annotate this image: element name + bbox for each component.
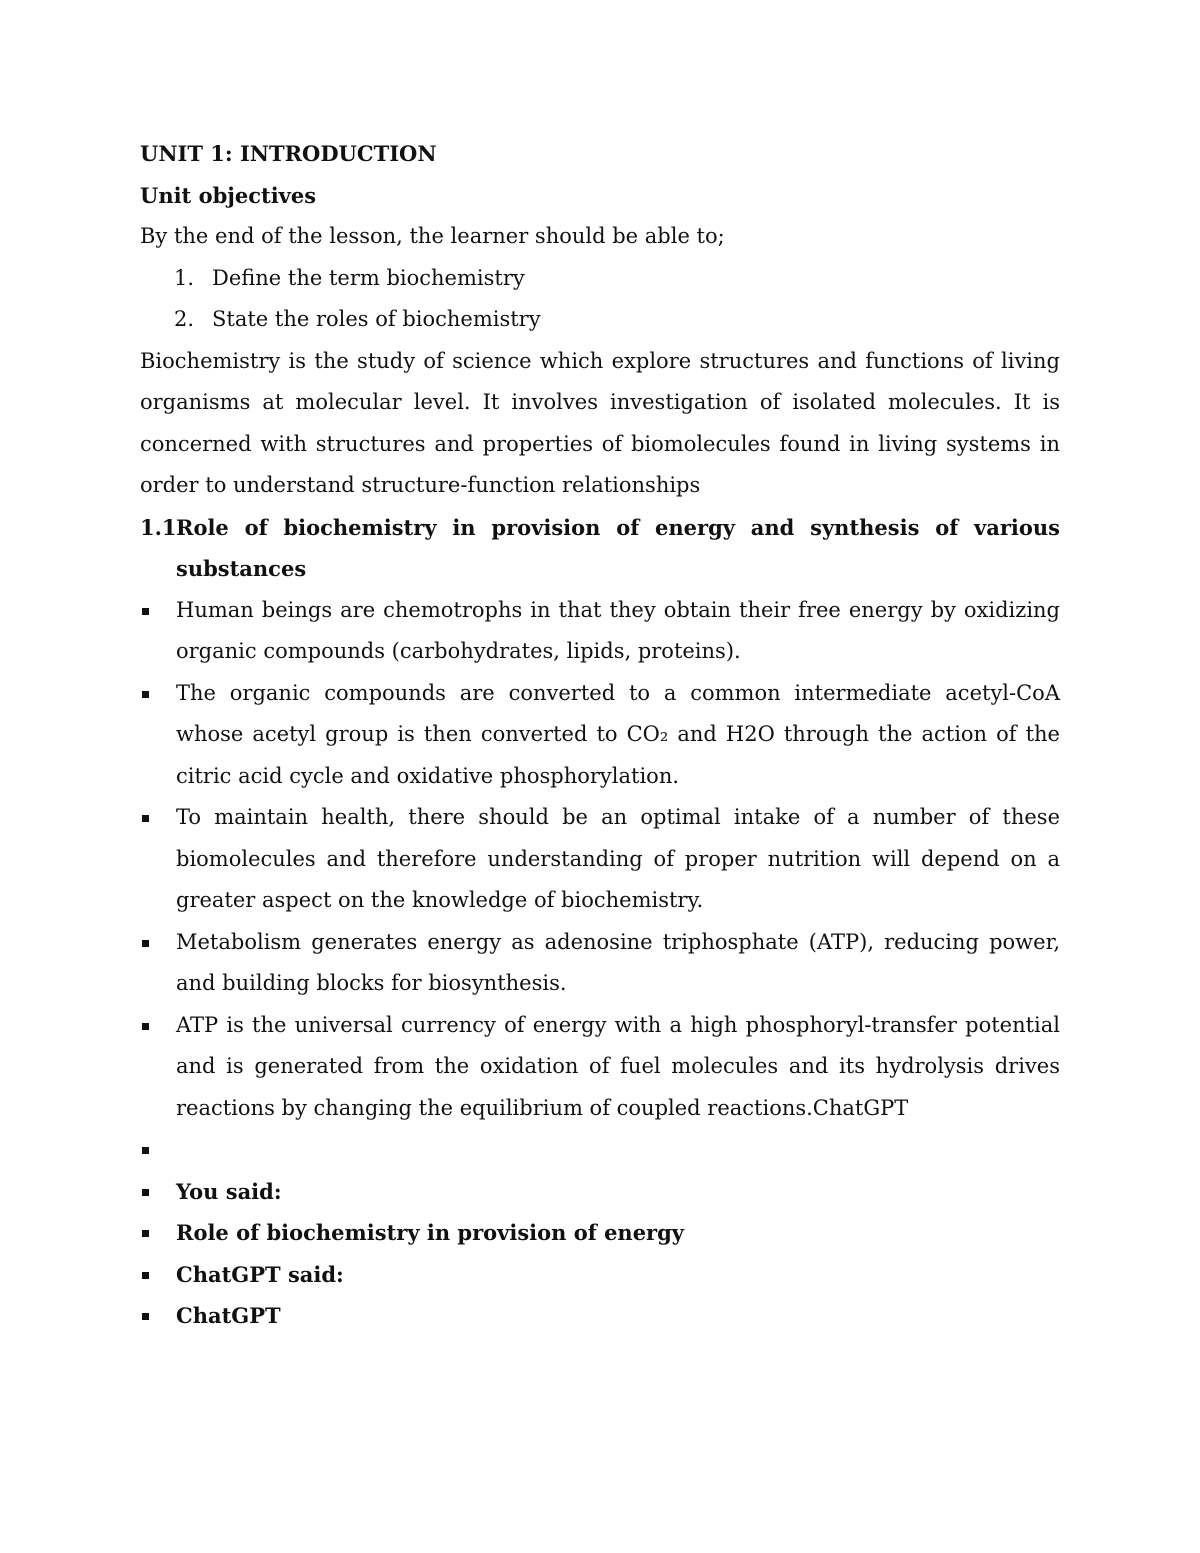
list-item-text: Human beings are chemotrophs in that they obtain their free energy by oxidizing organic compounds (carbohydrates, lipids, proteins). [176,597,1060,663]
list-item-text: The organic compounds are converted to a common intermediate acetyl-CoA whose acetyl group is then converted to CO₂ and H2O through the action of the citric acid cycle and oxidative phosphorylation. [176,680,1060,788]
objective-text: State the roles of biochemistry [212,307,541,331]
square-bullet-icon [142,1230,149,1237]
section-number: 1.1 [140,514,177,540]
objective-number: 2. [174,307,195,331]
square-bullet-icon [142,691,149,698]
list-item-text: To maintain health, there should be an optimal intake of a number of these biomolecules and therefore understanding of proper nutrition will depend on a greater aspect on the knowledge of biochemistry. [176,805,1060,912]
objective-item [140,299,1060,341]
square-bullet-icon [142,1023,149,1030]
list-item [140,1212,1060,1254]
list-item [140,922,1060,1005]
section-heading [140,507,1060,590]
list-item [140,1254,1060,1296]
list-item [140,1295,1060,1337]
list-item [140,1005,1060,1130]
document-page [140,133,1060,1337]
square-bullet-icon [142,940,149,947]
objective-number: 1. [174,265,195,290]
list-item [140,673,1060,798]
list-item-text: ATP is the universal currency of energy with a high phosphoryl-transfer potential and is generated from the oxidation of fuel molecules and its hydrolysis drives reactions by changing the equilibrium of coupled reactions.ChatGPT [176,1012,1060,1120]
objectives-heading: Unit objectives [140,182,317,208]
list-item-text: Metabolism generates energy as adenosine triphosphate (ATP), reducing power, and building blocks for biosynthesis. [176,929,1060,995]
bullet-list [140,590,1060,1337]
objectives-intro: By the end of the lesson, the learner should be able to; [140,224,725,248]
square-bullet-icon [142,1313,149,1320]
square-bullet-icon [142,608,149,615]
unit-title: UNIT 1: INTRODUCTION [140,141,437,166]
list-item-text: ChatGPT [176,1303,281,1328]
objective-text: Define the term biochemistry [212,265,525,290]
square-bullet-icon [142,1189,149,1196]
square-bullet-icon [142,1147,149,1154]
objectives-list [140,258,1060,341]
section-title: Role of biochemistry in provision of energy and synthesis of various substances [176,514,1060,581]
square-bullet-icon [142,815,149,822]
list-item [140,797,1060,922]
list-item [140,1129,1060,1171]
list-item-text: Role of biochemistry in provision of energy [176,1220,685,1245]
objective-item [140,258,1060,300]
list-item [140,590,1060,673]
list-item [140,1171,1060,1213]
square-bullet-icon [142,1272,149,1279]
intro-paragraph: Biochemistry is the study of science which explore structures and functions of living organisms at molecular level. It involves investigation of isolated molecules. It is concerned with structures and properties of biomolecules found in living systems in order to understand structure-function relationships [140,348,1060,497]
list-item-text: You said: [176,1178,282,1204]
list-item-text: ChatGPT said: [176,1261,344,1287]
